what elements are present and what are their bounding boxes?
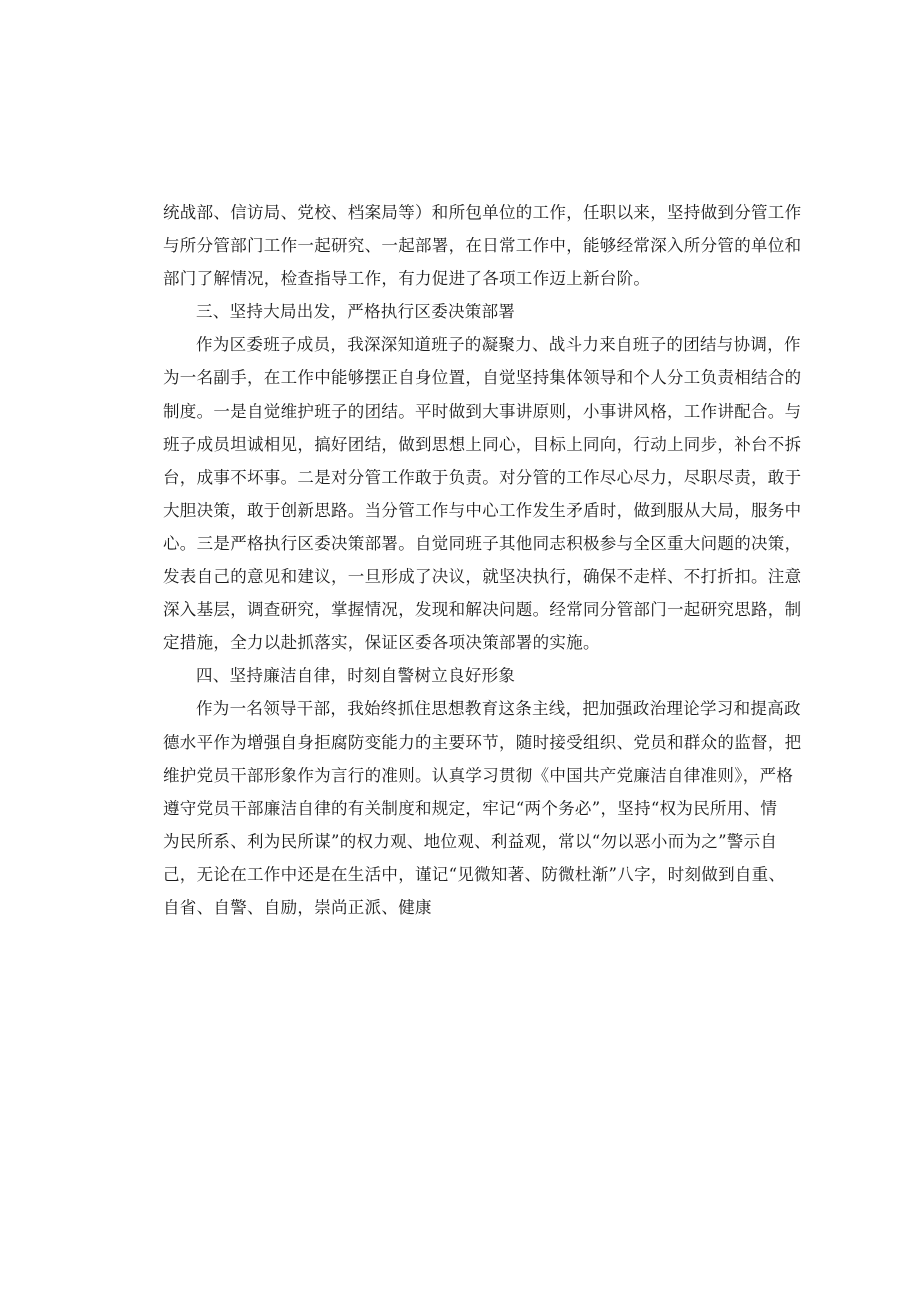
text-line: 德水平作为增强自身拒腐防变能力的主要环节，随时接受组织、党员和群众的监督，把 xyxy=(163,732,802,752)
text-line: 深入基层，调查研究，掌握情况，发现和解决问题。经常同分管部门一起研究思路，制 xyxy=(163,600,802,620)
document-body xyxy=(163,196,802,924)
text-line: 作为区委班子成员，我深深知道班子的凝聚力、战斗力来自班子的团结与协调，作 xyxy=(196,335,801,355)
text-line: 维护党员干部形象作为言行的准则。认真学习贯彻《中国共产党廉洁自律准则》，严格 xyxy=(163,765,794,785)
text-line: 统战部、信访局、党校、档案局等）和所包单位的工作，任职以来，坚持做到分管工作 xyxy=(163,203,802,222)
text-line: 自省、自警、自励，崇尚正派、健康 xyxy=(163,897,432,917)
text-line: 己，无论在工作中还是在生活中，谨记“见微知著、防微杜渐”八字，时刻做到自重、 xyxy=(163,864,786,884)
text-line: 部门了解情况，检查指导工作，有力促进了各项工作迈上新台阶。 xyxy=(163,269,651,289)
text-line: 为民所系、利为民所谋”的权力观、地位观、利益观，常以“勿以恶小而为之”警示自 xyxy=(163,831,778,851)
text-line: 为一名副手，在工作中能够摆正自身位置，自觉坚持集体领导和个人分工负责相结合的 xyxy=(163,368,802,388)
text-line: 班子成员坦诚相见，搞好团结，做到思想上同心，目标上同向，行动上同步，补台不拆 xyxy=(163,434,802,454)
text-line: 定措施，全力以赴抓落实，保证区委各项决策部署的实施。 xyxy=(163,633,600,653)
text-line: 台，成事不坏事。二是对分管工作敢于负责。对分管的工作尽心尽力，尽职尽责，敢于 xyxy=(163,467,802,487)
text-line: 大胆决策，敢于创新思路。当分管工作与中心工作发生矛盾时，做到服从大局，服务中 xyxy=(163,500,802,520)
text-line: 与所分管部门工作一起研究、一起部署，在日常工作中，能够经常深入所分管的单位和 xyxy=(163,236,802,256)
section-heading-4: 四、坚持廉洁自律，时刻自警树立良好形象 xyxy=(196,666,516,686)
text-line: 发表自己的意见和建议，一旦形成了决议，就坚决执行，确保不走样、不打折扣。注意 xyxy=(163,567,802,587)
text-line: 心。三是严格执行区委决策部署。自觉同班子其他同志积极参与全区重大问题的决策， xyxy=(163,533,802,553)
section-heading-3: 三、坚持大局出发，严格执行区委决策部署 xyxy=(196,302,516,322)
text-line: 遵守党员干部廉洁自律的有关制度和规定，牢记“两个务必”，坚持“权为民所用、情 xyxy=(163,798,778,818)
text-line: 制度。一是自觉维护班子的团结。平时做到大事讲原则，小事讲风格，工作讲配合。与 xyxy=(163,401,802,421)
text-line: 作为一名领导干部，我始终抓住思想教育这条主线，把加强政治理论学习和提高政 xyxy=(196,699,801,719)
